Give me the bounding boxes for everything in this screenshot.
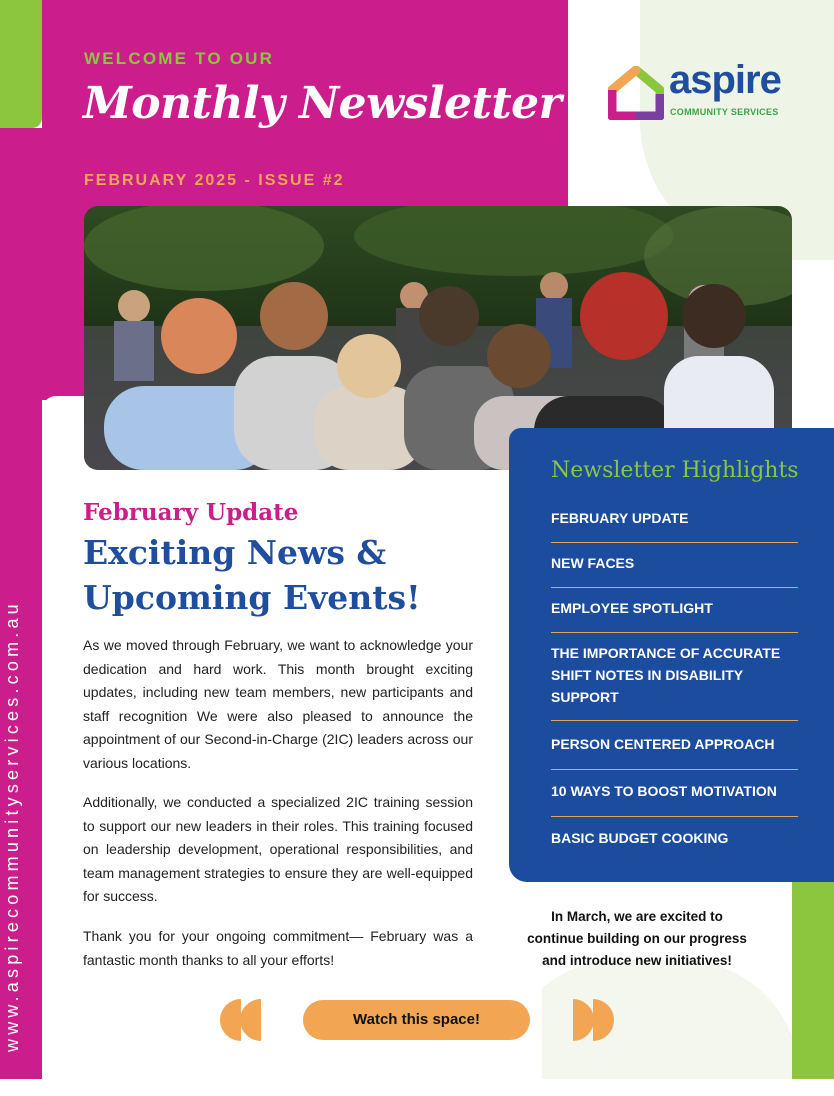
highlight-item[interactable]: EMPLOYEE SPOTLIGHT <box>551 600 713 616</box>
highlight-item[interactable]: NEW FACES <box>551 555 635 571</box>
highlight-item[interactable]: PERSON CENTERED APPROACH <box>551 736 775 752</box>
highlight-item[interactable]: THE IMPORTANCE OF ACCURATE SHIFT NOTES IN DISABILITY SUPPORT <box>551 645 781 705</box>
march-note-line: In March, we are excited to <box>551 909 723 924</box>
divider <box>551 816 798 817</box>
welcome-label: WELCOME TO OUR <box>84 49 275 68</box>
divider <box>551 769 798 770</box>
highlight-item[interactable]: BASIC BUDGET COOKING <box>551 830 729 846</box>
divider <box>551 632 798 633</box>
march-note-line: and introduce new initiatives! <box>542 953 732 968</box>
highlight-item[interactable]: 10 WAYS TO BOOST MOTIVATION <box>551 783 777 799</box>
highlight-item[interactable]: FEBRUARY UPDATE <box>551 510 689 526</box>
march-note-line: continue building on our progress <box>527 931 747 946</box>
divider <box>551 720 798 721</box>
article-paragraph: Additionally, we conducted a specialized 2IC training session to support our new leaders in their roles. This training focused on leadership development, operational responsibilities, and team management strategies to ensure they are well-equipped for success. <box>83 794 473 904</box>
divider <box>551 587 798 588</box>
divider <box>551 542 798 543</box>
article-kicker: February Update <box>83 499 299 526</box>
article-headline: Exciting News & Upcoming Events! <box>83 533 421 617</box>
march-note <box>510 906 764 972</box>
logo-subtitle: COMMUNITY SERVICES <box>670 107 779 117</box>
rewind-icon[interactable] <box>217 997 263 1043</box>
article-paragraph: Thank you for your ongoing commitment— February was a fantastic month thanks to all your efforts! <box>83 928 473 968</box>
newsletter-title: Monthly Newsletter <box>83 78 562 129</box>
background-shape <box>500 960 800 1079</box>
fast-forward-icon[interactable] <box>571 997 617 1043</box>
watch-this-space-button[interactable]: Watch this space! <box>303 1000 530 1040</box>
article-paragraph: As we moved through February, we want to acknowledge your dedication and hard work. This month brought exciting updates, including new team members, new participants and staff recognition We were also pleased to announce the appointment of our Second-in-Charge (2IC) leaders across our various locations. <box>83 637 473 771</box>
logo-wordmark: aspire <box>669 58 781 102</box>
green-accent-top <box>0 0 42 128</box>
website-url: www.aspirecommunityservices.com.au <box>2 600 22 1052</box>
house-logo-icon <box>608 66 664 120</box>
background-shape <box>735 0 834 60</box>
issue-label: FEBRUARY 2025 - ISSUE #2 <box>84 172 345 189</box>
highlights-title: Newsletter Highlights <box>551 458 799 483</box>
